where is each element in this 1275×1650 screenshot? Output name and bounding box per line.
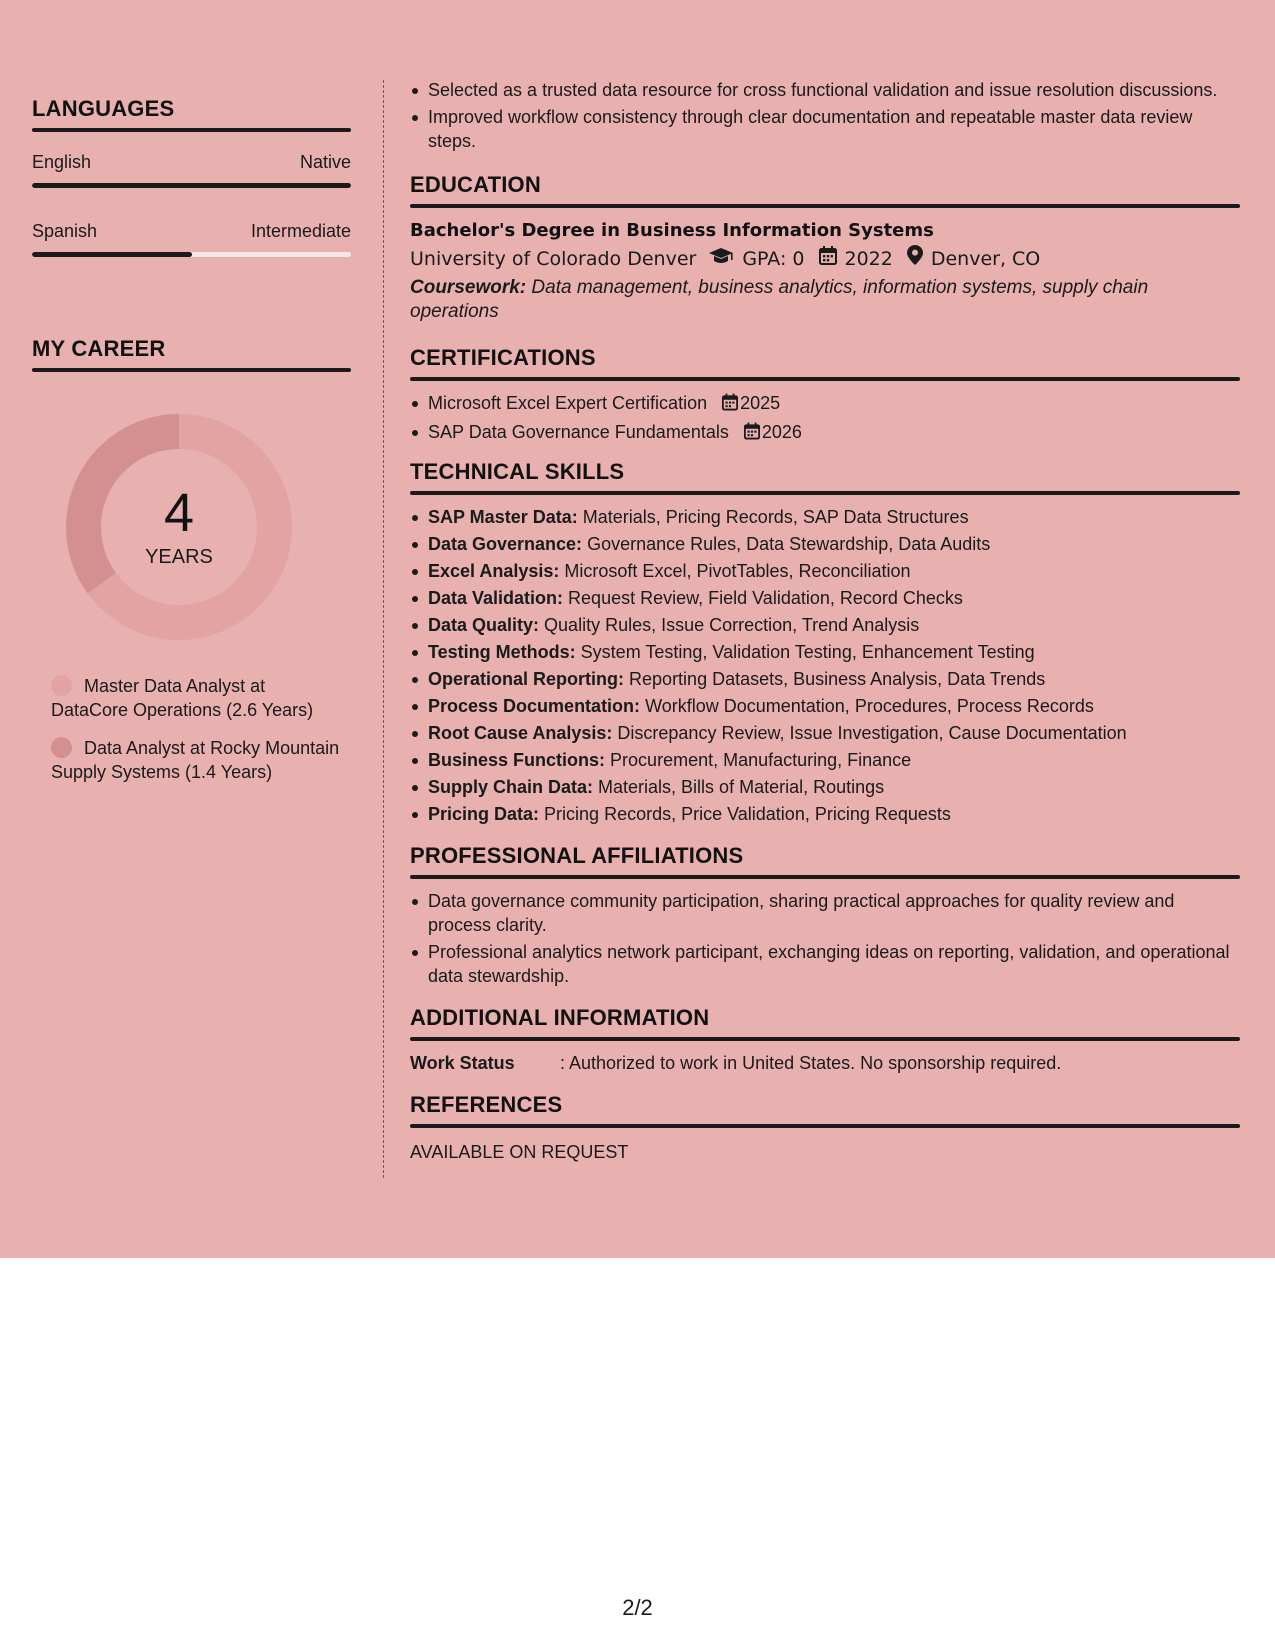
career-donut-chart [66, 414, 292, 640]
graduation-year: 2022 [844, 248, 893, 270]
education-heading: EDUCATION [410, 172, 541, 197]
career-role-label: Master Data Analyst at DataCore Operations (2.6 Years) [51, 676, 314, 720]
skill-value: Procurement, Manufacturing, Finance [610, 750, 912, 770]
skill-label: Root Cause Analysis: [428, 723, 613, 743]
skill-item [410, 721, 1240, 745]
gpa: GPA: 0 [742, 248, 805, 270]
certification-year: 2025 [740, 393, 781, 413]
skill-item [410, 748, 1240, 772]
language-item-english [32, 152, 351, 188]
career-role-label: Data Analyst at Rocky Mountain Supply Systems (1.4 Years) [51, 738, 340, 782]
work-status-label: Work Status [410, 1053, 515, 1073]
education-section [410, 171, 1240, 324]
skill-item [410, 532, 1240, 556]
language-item-spanish [32, 221, 351, 257]
skill-item [410, 802, 1240, 826]
certification-name: Microsoft Excel Expert Certification [428, 393, 708, 413]
work-status-row [410, 1051, 1240, 1075]
certifications-rule [410, 377, 1240, 381]
references-text: AVAILABLE ON REQUEST [410, 1142, 629, 1162]
list-item [410, 420, 1240, 446]
skills-rule [410, 491, 1240, 495]
additional-info-rule [410, 1037, 1240, 1041]
list-item [410, 391, 1240, 417]
language-proficiency-bar [32, 252, 351, 257]
skill-value: Materials, Pricing Records, SAP Data Structures [582, 507, 969, 527]
affiliations-list [410, 889, 1240, 988]
career-total-unit: YEARS [145, 545, 213, 568]
legend-dot [51, 675, 72, 696]
skill-value: Request Review, Field Validation, Record Checks [568, 588, 963, 608]
skill-value: Microsoft Excel, PivotTables, Reconciliation [564, 561, 911, 581]
language-proficiency-fill [32, 183, 351, 188]
skill-label: SAP Master Data: [428, 507, 578, 527]
skill-value: Materials, Bills of Material, Routings [598, 777, 885, 797]
skill-label: Pricing Data: [428, 804, 540, 824]
language-proficiency-bar [32, 183, 351, 188]
certifications-heading: CERTIFICATIONS [410, 345, 596, 370]
degree-title: Bachelor's Degree in Business Information Systems [410, 220, 934, 241]
column-divider [383, 80, 384, 1178]
list-item: Selected as a trusted data resource for cross functional validation and issue resolution discussions. [410, 78, 1240, 102]
language-level: Intermediate [250, 221, 351, 241]
work-status-value: : Authorized to work in United States. No sponsorship required. [560, 1053, 1062, 1073]
skill-item [410, 667, 1240, 691]
skills-section [410, 458, 1240, 826]
donut-center [66, 414, 292, 640]
page-number: 2/2 [622, 1595, 653, 1620]
calendar-icon [722, 393, 738, 417]
skills-list [410, 505, 1240, 826]
skill-value: Workflow Documentation, Procedures, Process Records [645, 696, 1094, 716]
skill-item [410, 559, 1240, 583]
certification-year: 2026 [761, 422, 802, 442]
skill-item [410, 694, 1240, 718]
coursework-text: Data management, business analytics, information systems, supply chain operations [410, 277, 1149, 322]
skill-label: Supply Chain Data: [428, 777, 594, 797]
skill-label: Data Governance: [428, 534, 583, 554]
coursework-label: Coursework: [410, 277, 527, 298]
skill-item [410, 505, 1240, 529]
skill-value: Quality Rules, Issue Correction, Trend Analysis [544, 615, 920, 635]
skill-label: Operational Reporting: [428, 669, 625, 689]
certifications-section [410, 344, 1240, 446]
list-item: Data governance community participation, sharing practical approaches for quality review and process clarity. [410, 889, 1240, 937]
certifications-list [410, 391, 1240, 446]
school-location: Denver, CO [930, 248, 1041, 270]
list-item: Professional analytics network participant, exchanging ideas on reporting, validation, and operational data stewardship. [410, 940, 1240, 988]
languages-heading: LANGUAGES [32, 96, 175, 121]
coursework [410, 276, 1240, 324]
calendar-icon [744, 422, 760, 446]
skill-item [410, 586, 1240, 610]
career-legend-item [51, 736, 341, 784]
skill-value: Pricing Records, Price Validation, Pricing Requests [544, 804, 951, 824]
language-level: Native [299, 152, 351, 172]
affiliations-rule [410, 875, 1240, 879]
languages-rule [32, 128, 351, 132]
skill-item [410, 613, 1240, 637]
language-name: English [32, 152, 92, 172]
skill-item [410, 640, 1240, 664]
career-legend-item [51, 674, 341, 722]
skill-value: Reporting Datasets, Business Analysis, Data Trends [629, 669, 1046, 689]
skill-label: Excel Analysis: [428, 561, 560, 581]
additional-info-section [410, 1004, 1240, 1075]
skill-value: Governance Rules, Data Stewardship, Data Audits [587, 534, 991, 554]
affiliations-section [410, 842, 1240, 988]
calendar-icon [819, 244, 837, 274]
language-name: Spanish [32, 221, 98, 241]
education-meta [410, 244, 1240, 274]
skill-label: Data Validation: [428, 588, 564, 608]
graduation-cap-icon [708, 244, 734, 274]
map-pin-icon [907, 244, 923, 274]
affiliations-heading: PROFESSIONAL AFFILIATIONS [410, 843, 744, 868]
references-section [410, 1091, 1240, 1164]
main-content [410, 78, 1240, 1164]
list-item: Improved workflow consistency through clear documentation and repeatable master data review steps. [410, 105, 1240, 153]
skill-value: Discrepancy Review, Issue Investigation, Cause Documentation [617, 723, 1127, 743]
education-rule [410, 204, 1240, 208]
skills-heading: TECHNICAL SKILLS [410, 459, 625, 484]
references-rule [410, 1124, 1240, 1128]
career-heading: MY CAREER [32, 336, 166, 361]
skill-value: System Testing, Validation Testing, Enhancement Testing [580, 642, 1035, 662]
skill-label: Business Functions: [428, 750, 606, 770]
career-total-years: 4 [163, 482, 195, 543]
languages-section [32, 96, 351, 132]
career-section [32, 336, 351, 372]
skill-label: Process Documentation: [428, 696, 641, 716]
legend-dot [51, 737, 72, 758]
skill-label: Data Quality: [428, 615, 540, 635]
references-heading: REFERENCES [410, 1092, 563, 1117]
skill-label: Testing Methods: [428, 642, 576, 662]
career-legend [51, 674, 341, 798]
additional-info-heading: ADDITIONAL INFORMATION [410, 1005, 710, 1030]
career-rule [32, 368, 351, 372]
experience-bullets [410, 78, 1240, 153]
language-proficiency-fill [32, 252, 192, 257]
school-name: University of Colorado Denver [410, 248, 697, 270]
skill-item [410, 775, 1240, 799]
certification-name: SAP Data Governance Fundamentals [428, 422, 729, 442]
